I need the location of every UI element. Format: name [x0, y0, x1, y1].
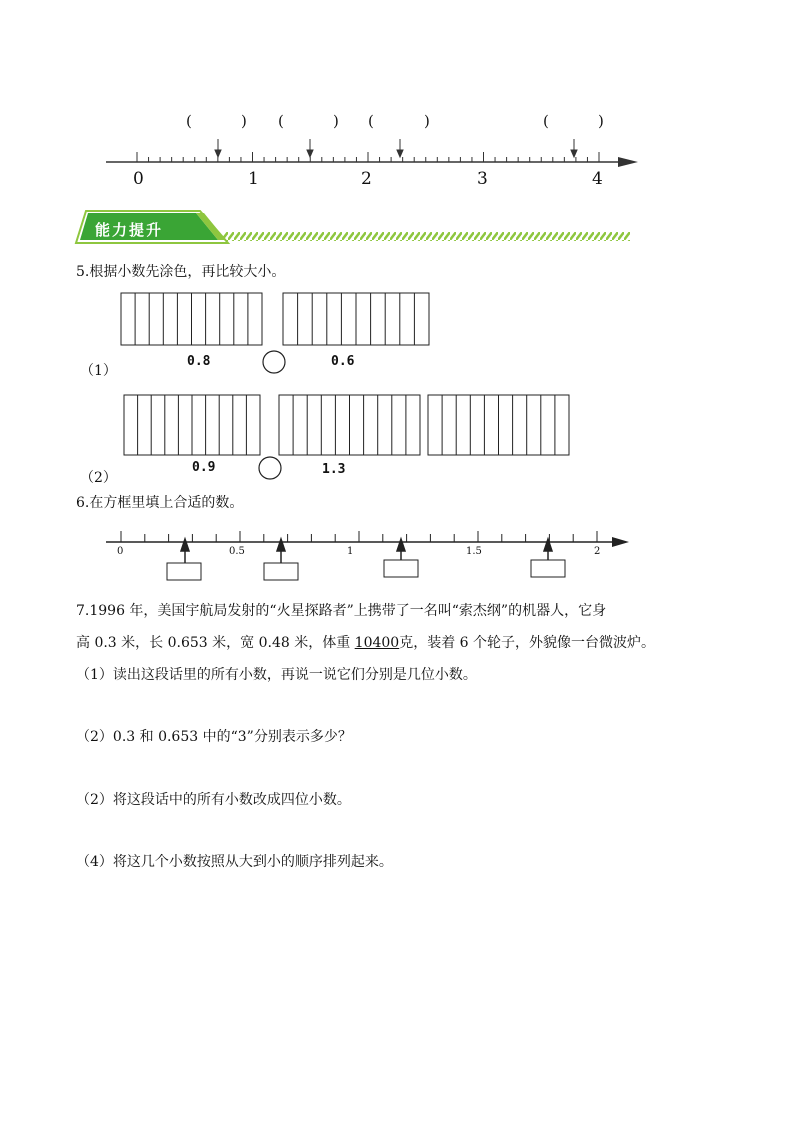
q6-title: 6.在方框里填上合适的数。 [76, 495, 244, 511]
paren-right-2: ) [333, 112, 339, 130]
q7-line2-a: 高 0.3 米，长 0.653 米，宽 0.48 米，体重 [76, 635, 355, 651]
q7-line1: 7.1996 年，美国宇航局发射的“火星探路者”上携带了一名叫“索杰纲”的机器人，它身 [76, 603, 607, 619]
q7-sub4: （4）将这几个小数按照从大到小的顺序排列起来。 [76, 854, 393, 870]
top-label-4: 4 [592, 169, 603, 189]
top-label-0: 0 [133, 169, 144, 189]
q6-label-1-5: 1.5 [466, 546, 482, 557]
answer-box-4 [531, 560, 565, 577]
paren-right-3: ) [424, 112, 430, 130]
q6-label-2: 2 [594, 546, 601, 557]
answer-box-2 [264, 563, 298, 580]
answer-box-3 [384, 560, 418, 577]
paren-left-2: ( [278, 112, 284, 130]
q5-part2-label: （2） [80, 470, 117, 486]
paren-right-4: ) [598, 112, 604, 130]
banner-title: 能力提升 [95, 221, 164, 239]
q7-sub2: （2）0.3 和 0.653 中的“3”分别表示多少？ [76, 729, 352, 745]
q7-line2-b: 克，装着 6 个轮子，外貌像一台微波炉。 [399, 635, 656, 651]
q5-part1-label: （1） [80, 363, 117, 379]
paren-left-3: ( [368, 112, 374, 130]
q5-part2-left-value: 0.9 [192, 460, 216, 475]
q6-label-0-5: 0.5 [229, 546, 245, 557]
q7-sub1: （1）读出这段话里的所有小数，再说一说它们分别是几位小数。 [76, 667, 477, 683]
answer-box-1 [167, 563, 201, 580]
q6-label-1: 1 [347, 546, 354, 557]
q5-part1-right-value: 0.6 [331, 354, 355, 369]
q5-title: 5.根据小数先涂色，再比较大小。 [76, 264, 286, 280]
q5-part2-right-value: 1.3 [322, 462, 346, 477]
q7-sub3: （2）将这段话中的所有小数改成四位小数。 [76, 792, 351, 808]
q7-line2 [76, 636, 655, 650]
paren-right-1: ) [241, 112, 247, 130]
top-label-2: 2 [361, 169, 372, 189]
top-label-1: 1 [248, 169, 259, 189]
paren-left-4: ( [543, 112, 549, 130]
q5-part1-left-value: 0.8 [187, 354, 211, 369]
q7-weight-value: 10400 [354, 635, 400, 651]
q6-label-0: 0 [117, 546, 124, 557]
paren-left-1: ( [186, 112, 192, 130]
top-label-3: 3 [477, 169, 488, 189]
